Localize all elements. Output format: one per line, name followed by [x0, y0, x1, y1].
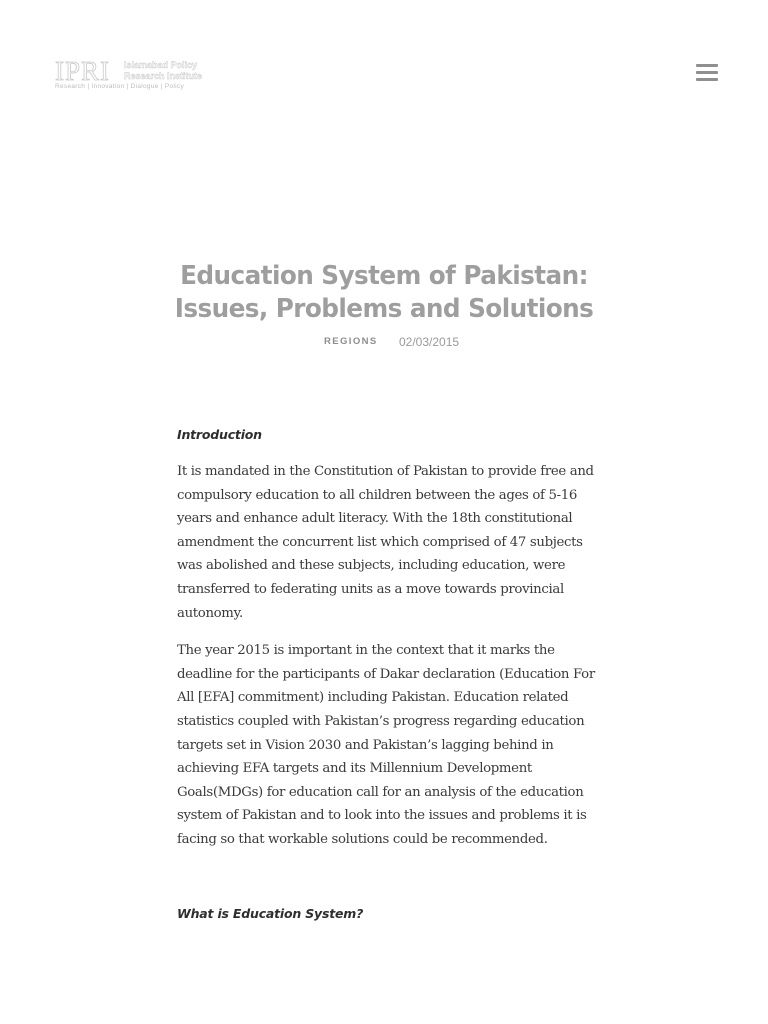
article-title	[19, 260, 749, 326]
paragraph-intro-1: It is mandated in the Constitution of Pakistan to provide free and compulsory education to all children between the ages of 5-16 years and enhance adult literacy. With the 18th constitutional amendment the concurrent list which comprised of 47 subjects was abolished and these subjects, including education, were transferred to federating units as a move towards provincial autonomy.	[177, 464, 594, 621]
article-title-line-2: Issues, Problems and Solutions	[174, 294, 594, 324]
logo-name-line-1: Islamabad Policy	[124, 60, 198, 70]
article-header	[0, 260, 768, 353]
section-heading-introduction: Introduction	[177, 427, 262, 442]
article-title-line-1: Education System of Pakistan:	[180, 261, 588, 291]
publish-date: 02/03/2015	[399, 335, 460, 349]
logo-tagline: Research | Innovation | Dialogue | Policy	[55, 83, 185, 90]
hamburger-icon[interactable]	[696, 64, 718, 82]
logo-name-line-2: Research Institute	[124, 71, 203, 81]
article-meta	[0, 335, 768, 353]
menu-bar-middle	[696, 71, 718, 74]
section-heading-education-system: What is Education System?	[177, 905, 364, 921]
logo-name	[124, 60, 202, 82]
paragraph-intro-2: The year 2015 is important in the context that it marks the deadline for the participants of Dakar declaration (Education For All [EFA] commitment) including Pakistan. Education related statistics coupled with Pakistan’s progress regarding education targets set in Vision 2030 and Pakistan’s lagging behind in achieving EFA targets and its Millennium Development Goals(MDGs) for education call for an analysis of the education system of Pakistan and to look into the issues and problems it is facing so that workable solutions could be recommended.	[177, 643, 595, 847]
logo-mark: IPRI	[55, 56, 111, 86]
category-link[interactable]: REGIONS	[324, 336, 378, 347]
menu-bar-bottom	[696, 78, 718, 81]
menu-bar-top	[696, 64, 718, 67]
site-logo[interactable]	[55, 58, 225, 94]
article-body	[177, 426, 597, 923]
